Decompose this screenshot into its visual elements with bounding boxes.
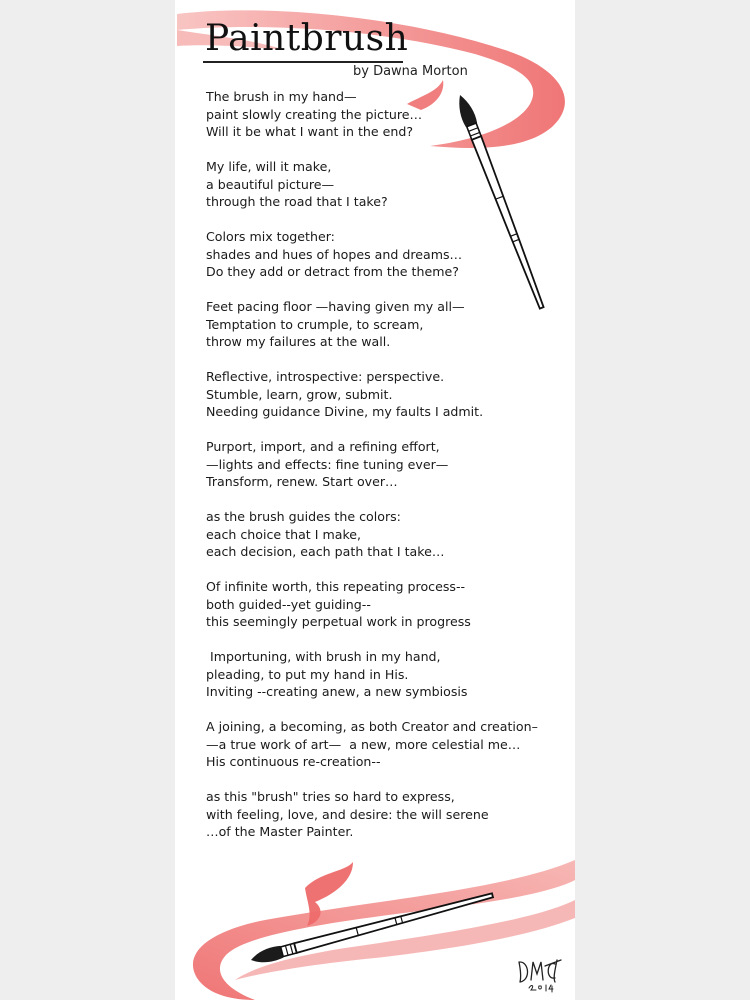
poem-line: …of the Master Painter. bbox=[206, 824, 354, 839]
poem-stanza bbox=[206, 368, 575, 421]
poem-stanza bbox=[206, 298, 575, 351]
poem-line: My life, will it make, bbox=[206, 159, 332, 174]
poem-line: —lights and effects: fine tuning ever— bbox=[206, 456, 449, 472]
poem-line: each decision, each path that I take… bbox=[206, 544, 445, 559]
poem-line: Temptation to crumple, to scream, bbox=[206, 316, 424, 332]
poem-stanza bbox=[206, 88, 575, 141]
poem-stanza bbox=[206, 228, 575, 281]
poem-line: Needing guidance Divine, my faults I admit. bbox=[206, 404, 484, 419]
poem-stanza bbox=[206, 158, 575, 211]
poem-stanza bbox=[206, 438, 575, 491]
poem-stanza bbox=[206, 508, 575, 561]
poem-line: The brush in my hand— bbox=[206, 89, 357, 104]
poem-line: Stumble, learn, grow, submit. bbox=[206, 386, 393, 402]
title-underline bbox=[203, 61, 403, 63]
artist-signature bbox=[515, 952, 565, 994]
poem-line: —a true work of art— a new, more celestial me… bbox=[206, 736, 521, 752]
poem-line: Will it be what I want in the end? bbox=[206, 124, 414, 139]
poem-line: Colors mix together: bbox=[206, 229, 335, 244]
poem-title: Paintbrush bbox=[205, 18, 409, 59]
poem-line: throw my failures at the wall. bbox=[206, 334, 391, 349]
poem-line: Do they add or detract from the theme? bbox=[206, 264, 459, 279]
poem-line: Inviting --creating anew, a new symbiosis bbox=[206, 684, 468, 699]
poem-line: as this "brush" tries so hard to express, bbox=[206, 789, 455, 804]
poem-line: shades and hues of hopes and dreams… bbox=[206, 246, 463, 262]
poem-line: pleading, to put my hand in His. bbox=[206, 666, 409, 682]
poem-line: Of infinite worth, this repeating process-- bbox=[206, 579, 466, 594]
poem-line: His continuous re-creation-- bbox=[206, 754, 381, 769]
poem-line: Transform, renew. Start over… bbox=[206, 474, 398, 489]
poem-body bbox=[206, 88, 575, 858]
poem-line: Feet pacing floor —having given my all— bbox=[206, 299, 465, 314]
poem-line: a beautiful picture— bbox=[206, 176, 335, 192]
poem-line: Reflective, introspective: perspective. bbox=[206, 369, 445, 384]
poem-stanza bbox=[206, 788, 575, 841]
poem-byline: by Dawna Morton bbox=[353, 64, 468, 79]
poem-line: Purport, import, and a refining effort, bbox=[206, 439, 440, 454]
poem-line: each choice that I make, bbox=[206, 526, 362, 542]
poem-line: paint slowly creating the picture… bbox=[206, 106, 423, 122]
poem-line: through the road that I take? bbox=[206, 194, 388, 209]
poem-line: Importuning, with brush in my hand, bbox=[206, 649, 441, 664]
poem-line: as the brush guides the colors: bbox=[206, 509, 401, 524]
poem-poster bbox=[175, 0, 575, 1000]
poem-line: A joining, a becoming, as both Creator and creation– bbox=[206, 719, 538, 734]
poem-stanza bbox=[206, 648, 575, 701]
poem-stanza bbox=[206, 578, 575, 631]
poem-line: with feeling, love, and desire: the will serene bbox=[206, 806, 489, 822]
poem-line: both guided--yet guiding-- bbox=[206, 596, 371, 612]
poem-stanza bbox=[206, 718, 575, 771]
poem-line: this seemingly perpetual work in progress bbox=[206, 614, 471, 629]
